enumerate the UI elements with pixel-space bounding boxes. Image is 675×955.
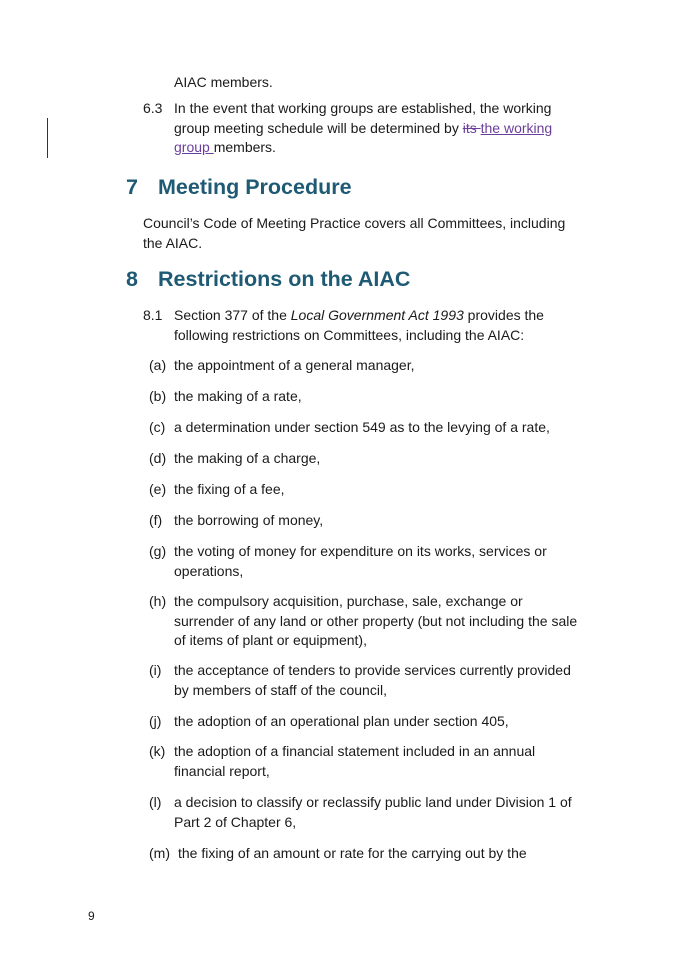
list-item-label: (c) — [149, 419, 166, 435]
revision-change-bar — [47, 118, 48, 158]
list-item-label: (m) — [149, 845, 170, 861]
list-item-label: (k) — [149, 743, 166, 759]
list-item-label: (h) — [149, 593, 167, 609]
list-item-label: (f) — [149, 512, 163, 528]
list-item-text: the voting of money for expenditure on its works, services or operations, — [174, 543, 547, 579]
clause-text-start: Section 377 of the — [174, 307, 291, 323]
list-item-text: the appointment of a general manager, — [174, 357, 415, 373]
tracked-deletion: its — [462, 119, 481, 136]
list-item-label: (d) — [149, 450, 167, 466]
section-number: 7 — [126, 175, 138, 199]
list-item-text: the fixing of an amount or rate for the carrying out by the — [178, 845, 527, 861]
list-item-text: the fixing of a fee, — [174, 481, 285, 497]
list-item-text: the borrowing of money, — [174, 512, 324, 528]
list-item-text: the adoption of a financial statement included in an annual financial report, — [174, 743, 536, 779]
list-item-text: the acceptance of tenders to provide services currently provided by members of staff of the council, — [174, 662, 571, 698]
clause-text — [174, 306, 584, 345]
list-item-label: (b) — [149, 388, 167, 404]
section-title: Restrictions on the AIAC — [158, 267, 411, 291]
list-item-label: (a) — [149, 357, 167, 373]
list-item-label: (i) — [149, 662, 162, 678]
tracked-insertion: the working group — [174, 119, 553, 155]
section-number: 8 — [126, 267, 138, 291]
clause-text — [174, 99, 584, 158]
list-item-label: (g) — [149, 543, 167, 559]
list-item-text: the compulsory acquisition, purchase, sale, exchange or surrender of any land or other property (but not including the sale of items of plant or equipment), — [174, 593, 578, 648]
clause-text-end: members. — [213, 139, 276, 155]
page-number: 9 — [88, 909, 95, 923]
act-title: Local Government Act 1993 — [290, 307, 464, 323]
list-item-text: a determination under section 549 as to the levying of a rate, — [174, 419, 550, 435]
section-title: Meeting Procedure — [158, 175, 352, 199]
clause-text-start: In the event that working groups are established, the working group meeting schedule will be determined by — [174, 100, 552, 136]
section-7-body: Council’s Code of Meeting Practice covers all Committees, including the AIAC. — [143, 215, 566, 251]
list-item-text: the making of a rate, — [174, 388, 302, 404]
clause-number: 8.1 — [143, 307, 163, 323]
list-item-text: the making of a charge, — [174, 450, 321, 466]
list-item-label: (l) — [149, 794, 162, 810]
clause-text-end: provides the following restrictions on Committees, including the AIAC: — [174, 307, 544, 343]
continued-line: AIAC members. — [174, 74, 273, 90]
list-item-label: (e) — [149, 481, 167, 497]
list-item-text: a decision to classify or reclassify public land under Division 1 of Part 2 of Chapter 6, — [174, 794, 572, 830]
clause-number: 6.3 — [143, 100, 163, 116]
list-item-label: (j) — [149, 713, 162, 729]
list-item-text: the adoption of an operational plan under section 405, — [174, 713, 509, 729]
